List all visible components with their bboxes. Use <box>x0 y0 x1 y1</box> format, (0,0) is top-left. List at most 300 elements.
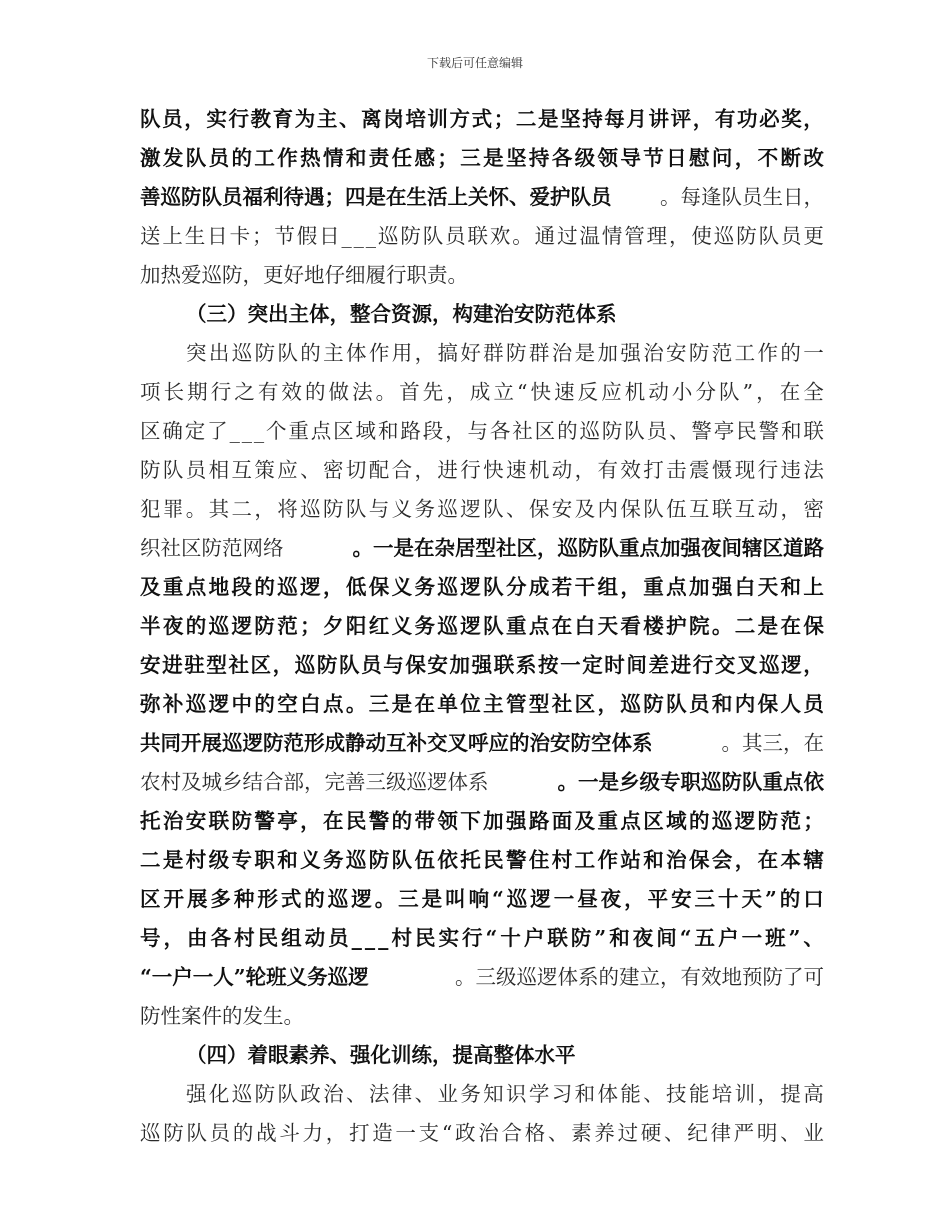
glyph: 区 <box>250 653 272 677</box>
glyph: 队 <box>186 1121 207 1145</box>
glyph: 按 <box>537 653 559 677</box>
glyph: 队 <box>483 614 504 638</box>
glyph: 、 <box>669 419 690 443</box>
glyph: 联 <box>493 653 515 677</box>
glyph: 逻 <box>300 575 321 599</box>
glyph: 开 <box>163 887 184 911</box>
glyph: 治 <box>162 809 184 833</box>
glyph: 保 <box>620 497 641 521</box>
glyph: 欢 <box>489 224 511 248</box>
glyph: 二 <box>231 497 252 521</box>
glyph: ， <box>692 107 714 131</box>
glyph: 防 <box>506 341 527 365</box>
glyph: 巡 <box>506 887 528 911</box>
glyph: 逻 <box>734 809 756 833</box>
glyph: 搞 <box>437 341 458 365</box>
glyph: 户 <box>718 926 739 950</box>
glyph: 间 <box>656 926 677 950</box>
text-line <box>140 1075 824 1114</box>
glyph: 重 <box>597 809 618 833</box>
glyph: 了 <box>207 419 228 443</box>
glyph: 安 <box>671 887 692 911</box>
glyph: 项 <box>140 380 161 404</box>
glyph: 保 <box>528 497 550 521</box>
glyph: 白 <box>300 692 321 716</box>
glyph: 保 <box>803 614 824 638</box>
glyph: 组 <box>597 575 618 599</box>
glyph: 队 <box>624 419 645 443</box>
glyph: ， <box>803 653 824 677</box>
glyph: 导 <box>620 146 641 170</box>
glyph: 和 <box>780 575 801 599</box>
glyph: 各 <box>210 926 232 950</box>
glyph: 工 <box>574 848 596 872</box>
glyph: 安 <box>427 653 448 677</box>
glyph: 进 <box>162 653 183 677</box>
text-line <box>140 880 824 919</box>
glyph: 突 <box>186 341 207 365</box>
glyph: 务 <box>323 848 344 872</box>
glyph: 范 <box>711 341 733 365</box>
glyph: 防 <box>231 809 252 833</box>
glyph: 过 <box>557 224 578 248</box>
glyph: 和 <box>277 848 298 872</box>
glyph: 队 <box>277 1082 298 1106</box>
glyph: ” <box>764 887 777 911</box>
glyph: 培 <box>405 107 426 131</box>
glyph: 半 <box>140 614 161 638</box>
glyph: 定 <box>184 419 206 443</box>
glyph: 安 <box>185 809 207 833</box>
glyph: 出 <box>208 341 230 365</box>
glyph: 的 <box>231 146 252 170</box>
glyph: 区 <box>140 419 161 443</box>
glyph: 队 <box>162 458 184 482</box>
glyph: 防 <box>601 419 623 443</box>
glyph: 上 <box>162 224 183 248</box>
glyph: _ <box>229 419 240 443</box>
glyph: 白 <box>574 614 596 638</box>
glyph: 各 <box>489 419 511 443</box>
glyph: 行 <box>461 926 483 950</box>
glyph: _ <box>341 224 352 248</box>
glyph: 长 <box>163 380 185 404</box>
glyph: 警 <box>368 809 390 833</box>
glyph: ， <box>780 497 801 521</box>
glyph: 行 <box>210 380 232 404</box>
text-run: 农村及城乡结合部，完善三级巡逻体系 <box>140 770 489 794</box>
glyph: 方 <box>449 107 471 131</box>
glyph: 辖 <box>803 848 824 872</box>
glyph: 更 <box>803 224 824 248</box>
glyph: 。 <box>185 497 207 521</box>
glyph: 展 <box>186 887 208 911</box>
glyph: 能 <box>688 1082 710 1106</box>
glyph: 离 <box>361 107 382 131</box>
glyph: 政 <box>455 1121 476 1145</box>
glyph: 民 <box>483 848 504 872</box>
glyph: 多 <box>210 887 231 911</box>
text-line <box>140 607 824 646</box>
glyph: 。 <box>375 380 397 404</box>
glyph: 主 <box>483 692 504 716</box>
glyph: 进 <box>437 458 458 482</box>
text-run: 织社区防范网络 <box>140 536 284 560</box>
glyph: ； <box>437 146 458 170</box>
glyph: ” <box>594 926 607 950</box>
glyph: 责 <box>368 146 390 170</box>
glyph: 点 <box>528 614 550 638</box>
glyph: 巡 <box>437 575 458 599</box>
text-line <box>140 373 824 412</box>
glyph: 系 <box>515 653 537 677</box>
glyph: 日 <box>207 224 228 248</box>
glyph: 面 <box>551 809 573 833</box>
glyph: 巡 <box>620 692 641 716</box>
glyph: 员 <box>208 146 230 170</box>
glyph: 天 <box>757 575 779 599</box>
glyph: 过 <box>617 1121 639 1145</box>
glyph: 级 <box>208 848 230 872</box>
glyph: 防 <box>368 848 390 872</box>
text-run: “一户一人”轮班义务巡逻 <box>140 965 369 989</box>
glyph: 有 <box>257 380 279 404</box>
glyph: 和 <box>574 1082 596 1106</box>
glyph: 强 <box>711 575 733 599</box>
glyph: 民 <box>414 926 436 950</box>
glyph: 之 <box>234 380 255 404</box>
glyph: 防 <box>254 341 276 365</box>
glyph: 务 <box>414 614 435 638</box>
glyph: 托 <box>460 848 481 872</box>
glyph: 队 <box>422 224 444 248</box>
glyph: 站 <box>620 848 641 872</box>
glyph: 三 <box>398 887 419 911</box>
glyph: 人 <box>780 692 801 716</box>
glyph: 和 <box>609 926 630 950</box>
glyph: 巡 <box>140 1121 161 1145</box>
glyph: 安 <box>140 653 161 677</box>
glyph: 重 <box>288 419 309 443</box>
glyph: 立 <box>493 380 514 404</box>
glyph: 巡 <box>579 419 600 443</box>
glyph: 亭 <box>713 419 735 443</box>
glyph: 任 <box>391 146 413 170</box>
glyph: 二 <box>734 614 756 638</box>
glyph: 知 <box>483 1082 504 1106</box>
glyph: 空 <box>277 692 298 716</box>
glyph: 坚 <box>506 146 527 170</box>
glyph: 是 <box>574 341 596 365</box>
glyph: 假 <box>296 224 318 248</box>
text-line <box>140 568 824 607</box>
glyph: 素 <box>571 1121 592 1145</box>
glyph: 日 <box>319 224 340 248</box>
glyph: 十 <box>718 887 739 911</box>
glyph: 巡 <box>231 1082 253 1106</box>
glyph: 问 <box>711 146 733 170</box>
glyph: ” <box>742 380 754 404</box>
glyph: 义 <box>391 614 413 638</box>
glyph: 持 <box>528 146 550 170</box>
glyph: 训 <box>734 1082 756 1106</box>
glyph: 治 <box>478 1121 499 1145</box>
glyph: 互 <box>689 497 710 521</box>
glyph: 其 <box>208 497 230 521</box>
text-line <box>140 451 824 490</box>
glyph: 首 <box>399 380 420 404</box>
glyph: 联 <box>547 926 568 950</box>
glyph: 的 <box>557 419 578 443</box>
glyph: 低 <box>345 575 367 599</box>
glyph: 的 <box>254 692 275 716</box>
glyph: 进 <box>670 653 692 677</box>
glyph: 二 <box>140 848 161 872</box>
glyph: 员 <box>689 692 710 716</box>
glyph: 强 <box>471 653 493 677</box>
glyph: 和 <box>780 419 802 443</box>
glyph: 行 <box>460 458 481 482</box>
glyph: 本 <box>780 848 801 872</box>
glyph: 段 <box>231 575 252 599</box>
glyph: 夜 <box>600 887 622 911</box>
glyph: 斗 <box>279 1121 300 1145</box>
glyph: 员 <box>328 926 349 950</box>
glyph: 在 <box>779 380 801 404</box>
text-line <box>140 490 824 529</box>
glyph: 段 <box>422 419 444 443</box>
glyph: 全 <box>803 380 824 404</box>
glyph: 支 <box>418 1121 440 1145</box>
glyph: 级 <box>574 146 596 170</box>
glyph: 型 <box>206 653 227 677</box>
glyph: 管 <box>506 692 527 716</box>
text-run: 。每逢队员生日， <box>660 185 824 209</box>
glyph: 的 <box>232 1121 254 1145</box>
glyph: 巡 <box>377 224 399 248</box>
glyph: 为 <box>294 107 316 131</box>
glyph: 民 <box>257 926 279 950</box>
text-line <box>140 724 824 763</box>
glyph: 巡 <box>300 497 321 521</box>
text-line <box>140 1114 824 1153</box>
glyph: 范 <box>277 614 298 638</box>
glyph: 亭 <box>277 809 298 833</box>
glyph: 识 <box>506 1082 527 1106</box>
glyph: 是 <box>421 887 443 911</box>
glyph: 温 <box>579 224 600 248</box>
glyph: 行 <box>228 107 249 131</box>
glyph: 社 <box>551 692 573 716</box>
glyph: 域 <box>666 809 687 833</box>
glyph: 先 <box>422 380 444 404</box>
glyph: 卡 <box>229 224 251 248</box>
glyph: 育 <box>272 107 294 131</box>
glyph: ” <box>788 926 801 950</box>
glyph: 小 <box>671 380 693 404</box>
glyph: 将 <box>277 497 298 521</box>
glyph: ； <box>300 614 321 638</box>
text-line <box>140 958 824 997</box>
glyph: 若 <box>551 575 573 599</box>
glyph: 员 <box>780 224 802 248</box>
glyph: 速 <box>554 380 575 404</box>
glyph: 管 <box>624 224 645 248</box>
glyph: 好 <box>460 341 481 365</box>
glyph: 实 <box>206 107 227 131</box>
glyph: 策 <box>254 458 275 482</box>
glyph: ， <box>620 575 641 599</box>
glyph: 养 <box>594 1121 615 1145</box>
glyph: 月 <box>626 107 647 131</box>
glyph: 动 <box>551 458 573 482</box>
glyph: ； <box>803 809 824 833</box>
text-line <box>140 919 824 958</box>
glyph: 的 <box>689 809 710 833</box>
glyph: 训 <box>427 107 448 131</box>
glyph: 务 <box>414 575 435 599</box>
glyph: ， <box>597 692 618 716</box>
glyph: 岗 <box>383 107 404 131</box>
glyph: 打 <box>348 1121 370 1145</box>
text-line <box>140 217 824 256</box>
glyph: 强 <box>186 1082 207 1106</box>
glyph: 技 <box>666 1082 687 1106</box>
glyph: 情 <box>323 146 344 170</box>
text-line <box>140 139 824 178</box>
glyph: ， <box>734 848 756 872</box>
glyph: 队 <box>483 497 504 521</box>
glyph: 警 <box>506 848 527 872</box>
glyph: 红 <box>368 614 390 638</box>
glyph: _ <box>365 224 377 248</box>
text-run: （三）突出主体，整合资源，构建治安防范体系 <box>186 302 617 326</box>
glyph: ， <box>414 458 435 482</box>
glyph: 民 <box>736 419 757 443</box>
glyph: ， <box>803 107 824 131</box>
glyph: ， <box>446 380 467 404</box>
glyph: 区 <box>333 419 354 443</box>
glyph: 伍 <box>414 848 435 872</box>
glyph: 强 <box>620 341 641 365</box>
glyph: 巡 <box>231 341 253 365</box>
glyph: 的 <box>780 341 801 365</box>
glyph: 逻 <box>351 887 372 911</box>
text-run: 善巡防队员福利待遇；四是在生活上关怀、爱护队员 <box>140 185 612 209</box>
text-line <box>140 178 824 217</box>
glyph: 使 <box>691 224 712 248</box>
glyph: “ <box>441 1121 453 1145</box>
glyph: 逻 <box>460 575 481 599</box>
glyph: 必 <box>759 107 780 131</box>
glyph: 警 <box>691 419 712 443</box>
glyph: 加 <box>597 341 618 365</box>
glyph: 机 <box>528 458 550 482</box>
glyph: 点 <box>323 692 344 716</box>
glyph: 区 <box>534 419 556 443</box>
glyph: 逻 <box>781 653 802 677</box>
text-line <box>140 685 824 724</box>
text-run: 。一是乡级专职巡防队重点依 <box>557 770 824 794</box>
glyph: 员 <box>646 419 668 443</box>
glyph: 响 <box>468 887 490 911</box>
glyph: 队 <box>345 497 367 521</box>
glyph: 情 <box>601 224 623 248</box>
glyph: 合 <box>501 1121 522 1145</box>
glyph: ； <box>251 224 273 248</box>
glyph: 户 <box>523 926 545 950</box>
text-line <box>140 412 824 451</box>
glyph: “ <box>679 926 692 950</box>
glyph: 区 <box>643 809 664 833</box>
glyph: 会 <box>711 848 733 872</box>
text-run: 。其三，在 <box>721 731 824 755</box>
glyph: 号 <box>140 926 161 950</box>
glyph: 和 <box>345 146 367 170</box>
glyph: 防 <box>140 458 161 482</box>
glyph: 治 <box>323 1082 344 1106</box>
glyph: ， <box>414 341 436 365</box>
glyph: 务 <box>414 497 435 521</box>
glyph: 领 <box>597 146 618 170</box>
glyph: 点 <box>310 419 332 443</box>
glyph: 一 <box>741 926 763 950</box>
glyph: 作 <box>277 146 298 170</box>
glyph: _ <box>253 419 265 443</box>
text-line <box>140 763 824 802</box>
glyph: 白 <box>734 575 756 599</box>
glyph: 在 <box>414 692 435 716</box>
glyph: 强 <box>506 809 527 833</box>
glyph: 巡 <box>711 809 733 833</box>
glyph: 员 <box>445 224 466 248</box>
glyph: 逻 <box>460 497 481 521</box>
document-body <box>140 100 824 1153</box>
glyph: 密 <box>803 497 824 521</box>
glyph: 巡 <box>185 692 207 716</box>
glyph: 奖 <box>781 107 802 131</box>
glyph: 夕 <box>323 614 344 638</box>
glyph: 通 <box>534 224 556 248</box>
glyph: 和 <box>643 848 664 872</box>
glyph: 逻 <box>530 887 551 911</box>
glyph: 教 <box>250 107 272 131</box>
glyph: 治 <box>643 341 664 365</box>
glyph: 与 <box>368 497 390 521</box>
glyph: 习 <box>551 1082 573 1106</box>
glyph: 互 <box>231 458 252 482</box>
glyph: 种 <box>233 887 255 911</box>
glyph: 政 <box>300 1082 321 1106</box>
glyph: 口 <box>803 887 824 911</box>
glyph: “ <box>517 380 528 404</box>
glyph: 巡 <box>437 497 458 521</box>
glyph: 弥 <box>140 692 161 716</box>
glyph: 群 <box>528 341 550 365</box>
glyph: 及 <box>140 575 161 599</box>
glyph: 昼 <box>577 887 598 911</box>
glyph: 节 <box>274 224 295 248</box>
glyph: 是 <box>483 146 504 170</box>
glyph: 反 <box>577 380 599 404</box>
glyph: 评 <box>670 107 692 131</box>
glyph: 动 <box>648 380 669 404</box>
text-run: （四）着眼素养、强化训练，提高整体水平 <box>186 1043 576 1067</box>
glyph: 院 <box>689 614 710 638</box>
glyph: 的 <box>779 887 801 911</box>
glyph: 巡 <box>713 224 735 248</box>
glyph: 及 <box>574 497 596 521</box>
